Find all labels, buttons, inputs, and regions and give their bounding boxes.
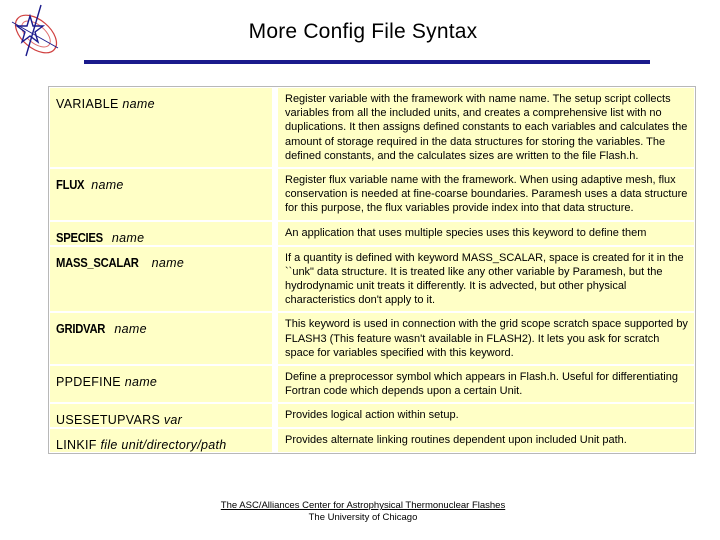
table-row — [49, 246, 695, 313]
keyword-cell — [49, 365, 273, 403]
keyword: USESETUPVARS — [56, 413, 161, 428]
description-cell: Provides logical action within setup. — [277, 403, 695, 428]
table-row — [49, 312, 695, 365]
keyword: GRIDVAR — [56, 322, 106, 337]
keyword-cell — [49, 246, 273, 313]
table-row — [49, 428, 695, 453]
keyword-argument: name — [122, 97, 155, 111]
table-row — [49, 87, 695, 168]
table-row — [49, 221, 695, 246]
description-cell: Register variable with the framework with name name. The setup script collects variables from all the included units, and creates a comprehensive list with no duplications. It then assigns defined constants to each variables and calculates the amount of storage required in the data structures for storing the variables. The defined constants, and the calculates sizes are written to the file Flash.h. — [277, 87, 695, 168]
keyword-cell — [49, 168, 273, 221]
table-row — [49, 365, 695, 403]
keyword-argument: name — [124, 375, 158, 390]
keyword-argument: name — [151, 255, 185, 270]
keyword-argument: name — [91, 178, 124, 193]
keyword-cell — [49, 312, 273, 365]
slide-title: More Config File Syntax — [248, 20, 478, 43]
table-row — [49, 403, 695, 428]
description-cell: Define a preprocessor symbol which appears in Flash.h. Useful for differentiating Fortran code which depends upon a certain Unit. — [277, 365, 695, 403]
keyword-cell — [49, 221, 273, 246]
description-cell: Register flux variable name with the framework. When using adaptive mesh, flux conservation is needed at fine-coarse boundaries. Paramesh uses a data structure for this purpose, the flux variables provide index into that data structure. — [277, 168, 695, 221]
keyword: FLUX — [56, 178, 85, 193]
footer-center-link[interactable]: The ASC/Alliances Center for Astrophysical Thermonuclear Flashes — [220, 500, 506, 511]
keyword-cell — [49, 87, 273, 168]
description-cell: This keyword is used in connection with the grid scope scratch space supported by FLASH3 (This feature wasn't available in FLASH2). It lets you ask for scratch space for variables specified with this keyword. — [277, 312, 695, 365]
description-cell: If a quantity is defined with keyword MASS_SCALAR, space is created for it in the ``unk" data structure. It is treated like any other variable by Paramesh, but the hydrodynamic unit treats it differently. It is advected, but other physical characteristics don't apply to it. — [277, 246, 695, 313]
keyword-cell — [49, 403, 273, 428]
keyword-argument: var — [163, 413, 183, 428]
description-cell: An application that uses multiple species uses this keyword to define them — [277, 221, 695, 246]
keyword: MASS_SCALAR — [56, 255, 139, 270]
keyword: VARIABLE — [56, 97, 119, 111]
table-row — [49, 168, 695, 221]
title-underline — [84, 60, 650, 64]
footer — [180, 500, 546, 524]
keyword-cell — [49, 428, 273, 453]
keyword-argument: file unit/directory/path — [100, 438, 227, 453]
keyword: PPDEFINE — [56, 375, 121, 390]
keyword-argument: name — [111, 230, 145, 245]
description-cell: Provides alternate linking routines dependent upon included Unit path. — [277, 428, 695, 453]
keyword: LINKIF — [56, 438, 97, 453]
keyword: SPECIES — [56, 230, 103, 245]
keyword-argument: name — [114, 322, 147, 337]
syntax-table — [48, 86, 696, 454]
footer-university: The University of Chicago — [308, 512, 418, 523]
